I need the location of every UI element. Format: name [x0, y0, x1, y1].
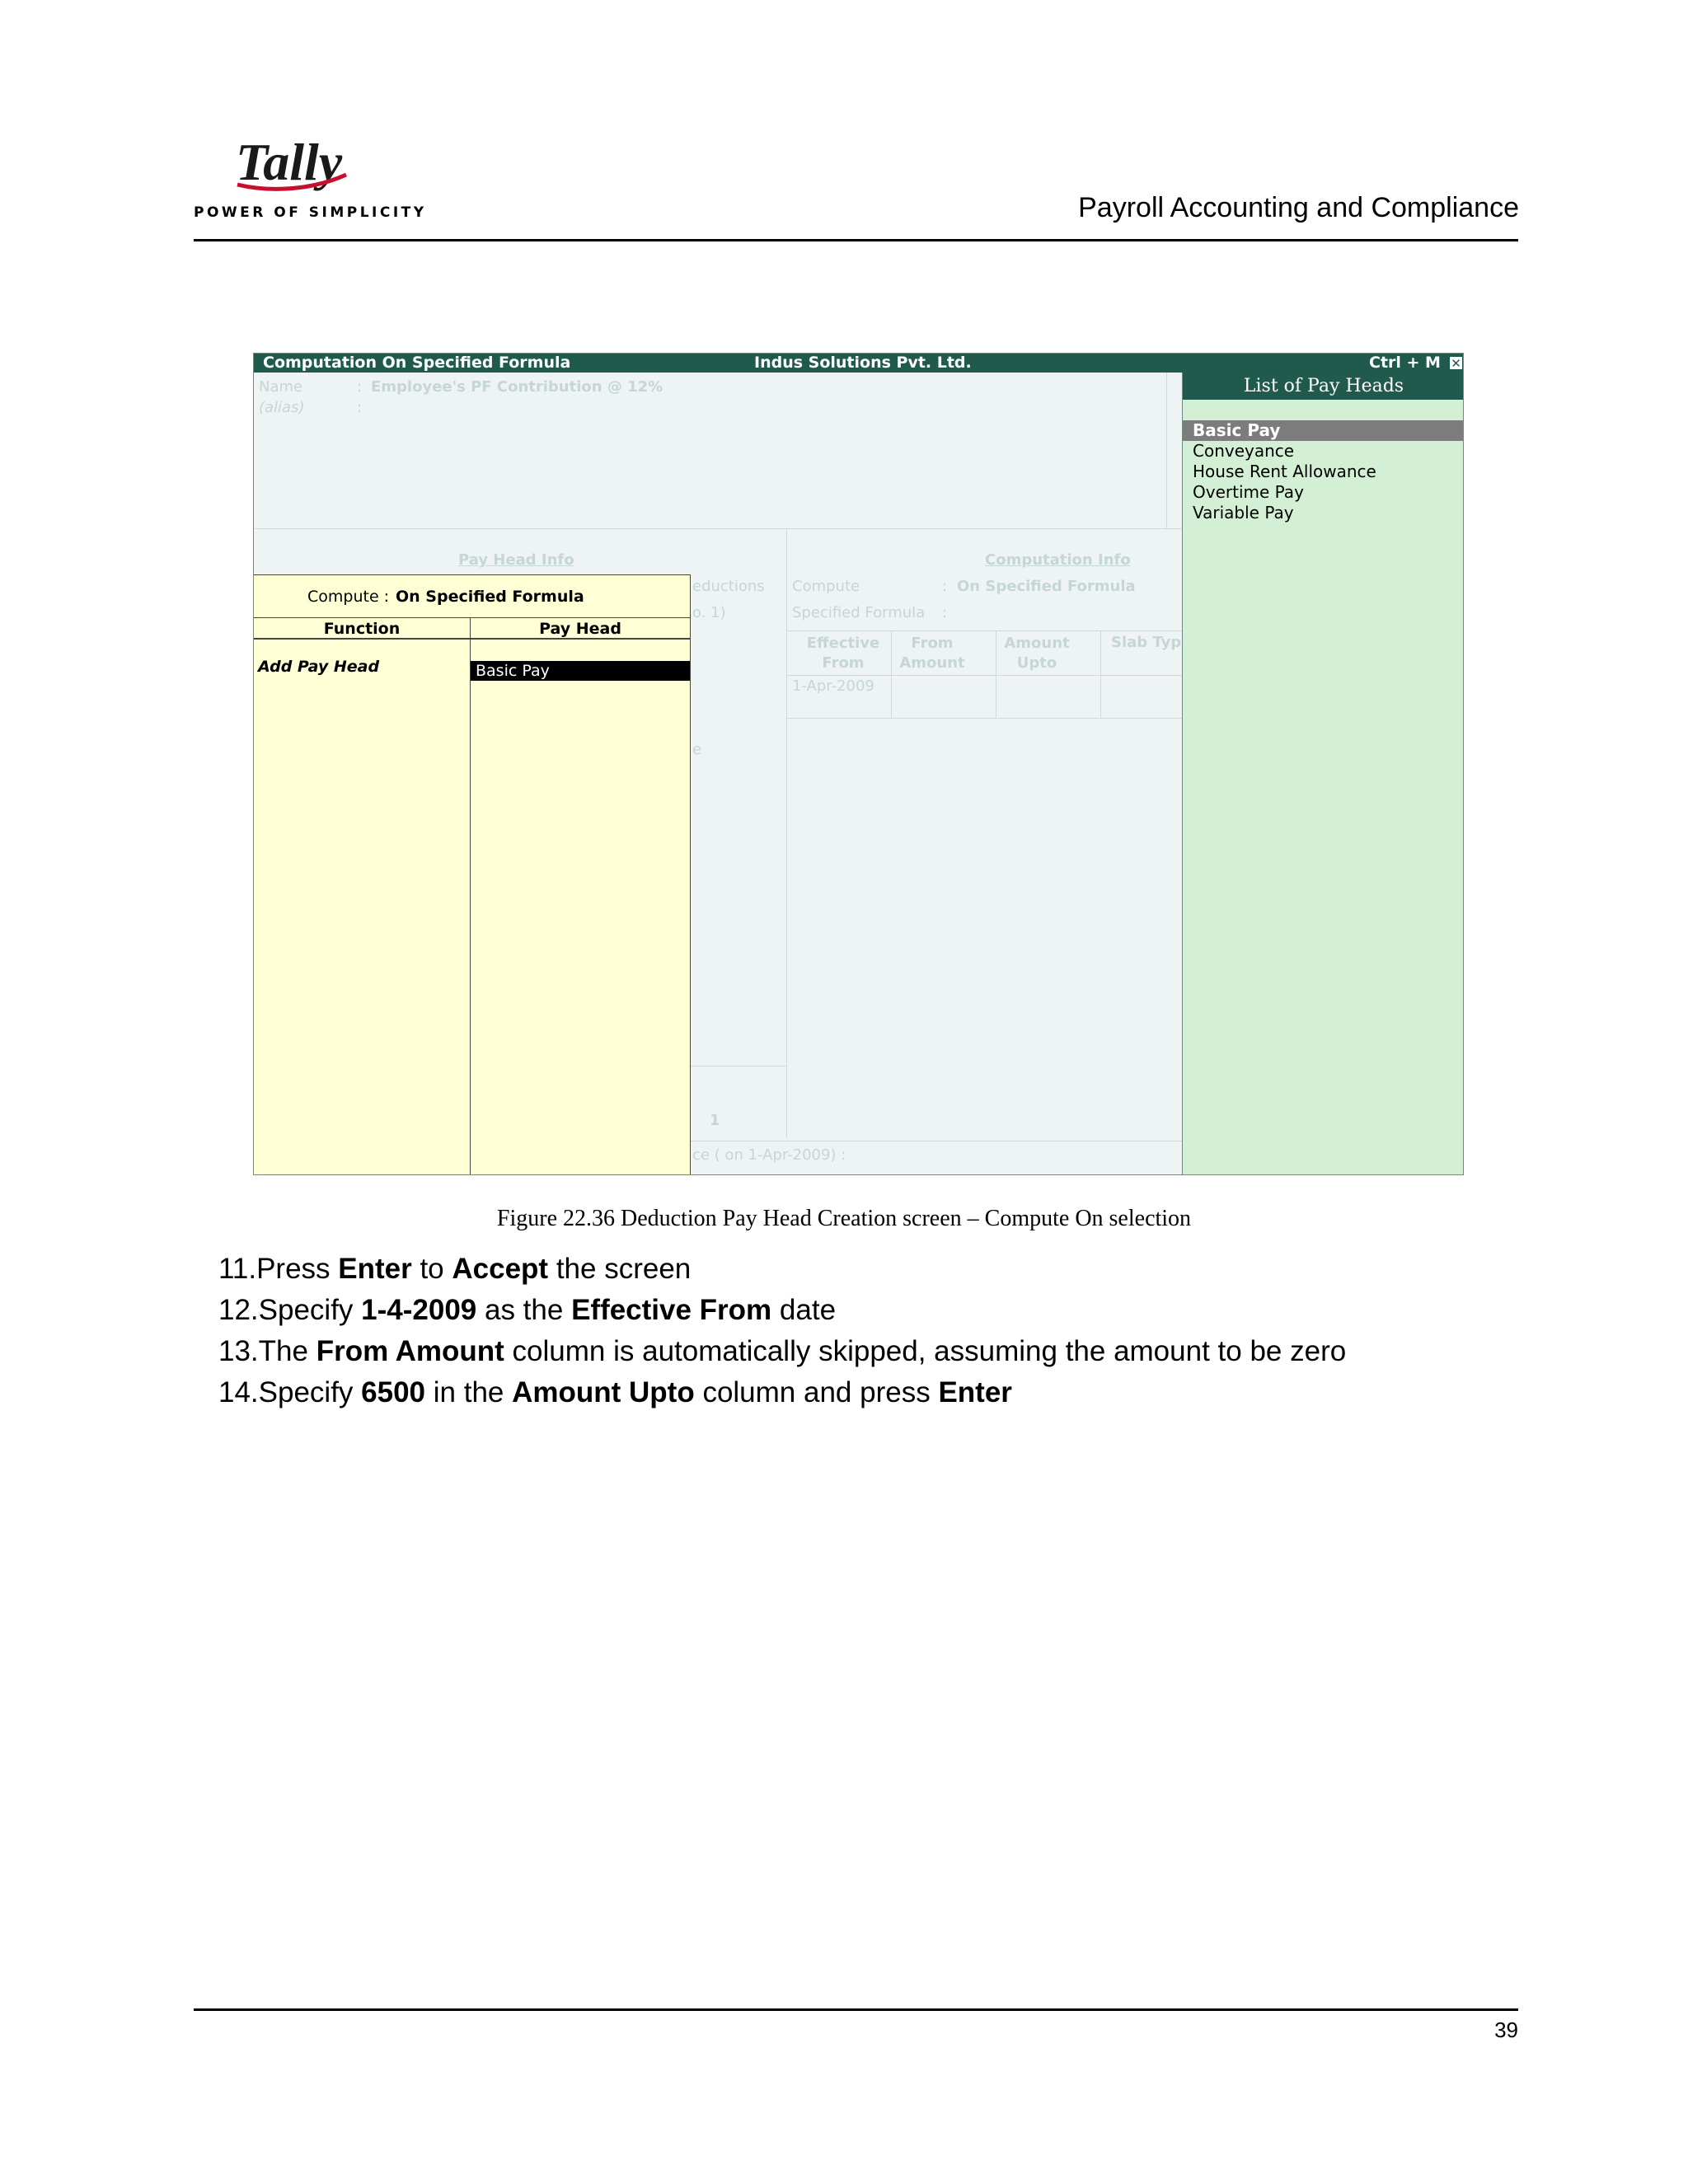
col-effective-from: Effective From: [806, 635, 880, 672]
alias-separator: :: [357, 399, 363, 416]
step-text: Press: [256, 1253, 339, 1285]
tally-screen: [253, 353, 1464, 1175]
list-item-conveyance[interactable]: Conveyance: [1193, 441, 1295, 461]
header-rule: [194, 239, 1518, 241]
subscreen-compute-row: [254, 575, 690, 618]
column-divider: [786, 528, 787, 1138]
step-number: 13.: [218, 1335, 259, 1367]
step-text: Specify: [258, 1294, 362, 1326]
company-name: Indus Solutions Pvt. Ltd.: [754, 354, 972, 372]
step-keyword: 6500: [361, 1376, 426, 1408]
step-number: 12.: [218, 1294, 259, 1326]
name-separator: :: [357, 378, 363, 396]
step-text: to: [411, 1253, 452, 1285]
col-slab-type: Slab Typ: [1111, 634, 1182, 651]
compute-separator: :: [942, 578, 948, 595]
step-text: in the: [425, 1376, 513, 1408]
tally-logo-wordmark: [231, 132, 354, 198]
list-item-overtime-pay[interactable]: Overtime Pay: [1193, 482, 1304, 502]
list-title: List of Pay Heads: [1183, 373, 1464, 400]
step-text: Specify: [258, 1376, 362, 1408]
list-item-basic-pay[interactable]: Basic Pay: [1183, 420, 1464, 441]
step-keyword: Effective From: [571, 1294, 772, 1326]
logo-tagline: POWER OF SIMPLICITY: [194, 204, 427, 221]
pay-head-info-heading: Pay Head Info: [458, 551, 574, 569]
subscreen-compute-value: On Specified Formula: [396, 588, 584, 606]
tally-logo: [194, 132, 427, 223]
step-text: The: [258, 1335, 316, 1367]
computation-info-heading: Computation Info: [985, 551, 1131, 569]
slab-table-row-rule: [786, 718, 1182, 719]
deductions-fragment: eductions: [692, 578, 765, 595]
screen-title-bar: [254, 354, 1463, 373]
slab-col-divider-1: [891, 630, 892, 718]
specified-formula-label: Specified Formula: [792, 604, 926, 621]
header-divider: [254, 528, 1182, 529]
effective-from-date: 1-Apr-2009: [792, 677, 874, 695]
slab-table-top: [786, 630, 1182, 631]
formula-separator: :: [942, 604, 948, 621]
col-amount-upto: Amount Upto: [1004, 635, 1070, 672]
close-icon[interactable]: ✕: [1449, 356, 1463, 370]
name-label: Name: [259, 378, 303, 396]
step-item: [218, 1249, 1346, 1290]
name-value: Employee's PF Contribution @ 12%: [371, 378, 663, 396]
compute-value: On Specified Formula: [957, 578, 1136, 595]
screen-title: Computation On Specified Formula: [263, 354, 571, 372]
step-keyword: From Amount: [316, 1335, 504, 1367]
slab-table-header-rule: [786, 675, 1182, 676]
pay-heads-list: [1183, 420, 1464, 523]
footer-rule: [194, 2008, 1518, 2011]
step-item: [218, 1331, 1346, 1372]
step-keyword: Accept: [452, 1253, 549, 1285]
subscreen-compute-label: Compute :: [307, 588, 390, 606]
step-text: column and press: [694, 1376, 939, 1408]
step-text: column is automatically skipped, assuming the amount to be zero: [504, 1335, 1347, 1367]
bottom-fragment: ce ( on 1-Apr-2009) :: [692, 1146, 846, 1164]
one-fragment: 1: [710, 1112, 720, 1129]
svg-text:Tally: Tally: [236, 133, 343, 191]
col-from-amount: From Amount: [899, 635, 965, 672]
step-keyword: Enter: [938, 1376, 1012, 1408]
step-item: [218, 1290, 1346, 1331]
alias-label: (alias): [259, 399, 305, 416]
step-text: the screen: [548, 1253, 692, 1285]
figure-caption: Figure 22.36 Deduction Pay Head Creation screen – Compute On selection: [496, 1206, 1192, 1231]
step-number: 14.: [218, 1376, 259, 1408]
step-list: [218, 1249, 1346, 1413]
specified-formula-subscreen: [254, 574, 691, 1175]
step-keyword: 1-4-2009: [361, 1294, 477, 1326]
function-cell[interactable]: Add Pay Head: [258, 658, 380, 676]
subscreen-column-divider: [470, 618, 471, 1175]
step-text: date: [771, 1294, 837, 1326]
page-number: 39: [1494, 2018, 1518, 2042]
step-keyword: Amount Upto: [512, 1376, 695, 1408]
name-area-edge: [1166, 373, 1167, 529]
pay-heads-list-panel: [1182, 373, 1464, 1175]
pay-head-input[interactable]: Basic Pay: [471, 661, 690, 681]
number-fragment: o. 1): [692, 604, 726, 621]
step-item: [218, 1372, 1346, 1413]
step-keyword: Enter: [338, 1253, 412, 1285]
slab-col-divider-3: [1100, 630, 1101, 718]
function-column-header: Function: [254, 618, 470, 640]
list-item-variable-pay[interactable]: Variable Pay: [1193, 503, 1294, 523]
running-title: Payroll Accounting and Compliance: [1078, 192, 1519, 223]
step-text: as the: [476, 1294, 572, 1326]
e-fragment: e: [692, 741, 702, 758]
compute-label: Compute: [792, 578, 860, 595]
pay-head-column-header: Pay Head: [471, 618, 690, 640]
step-number: 11.: [218, 1253, 257, 1285]
list-item-house-rent-allowance[interactable]: House Rent Allowance: [1193, 462, 1376, 481]
shortcut-hint: Ctrl + M: [1369, 354, 1441, 372]
